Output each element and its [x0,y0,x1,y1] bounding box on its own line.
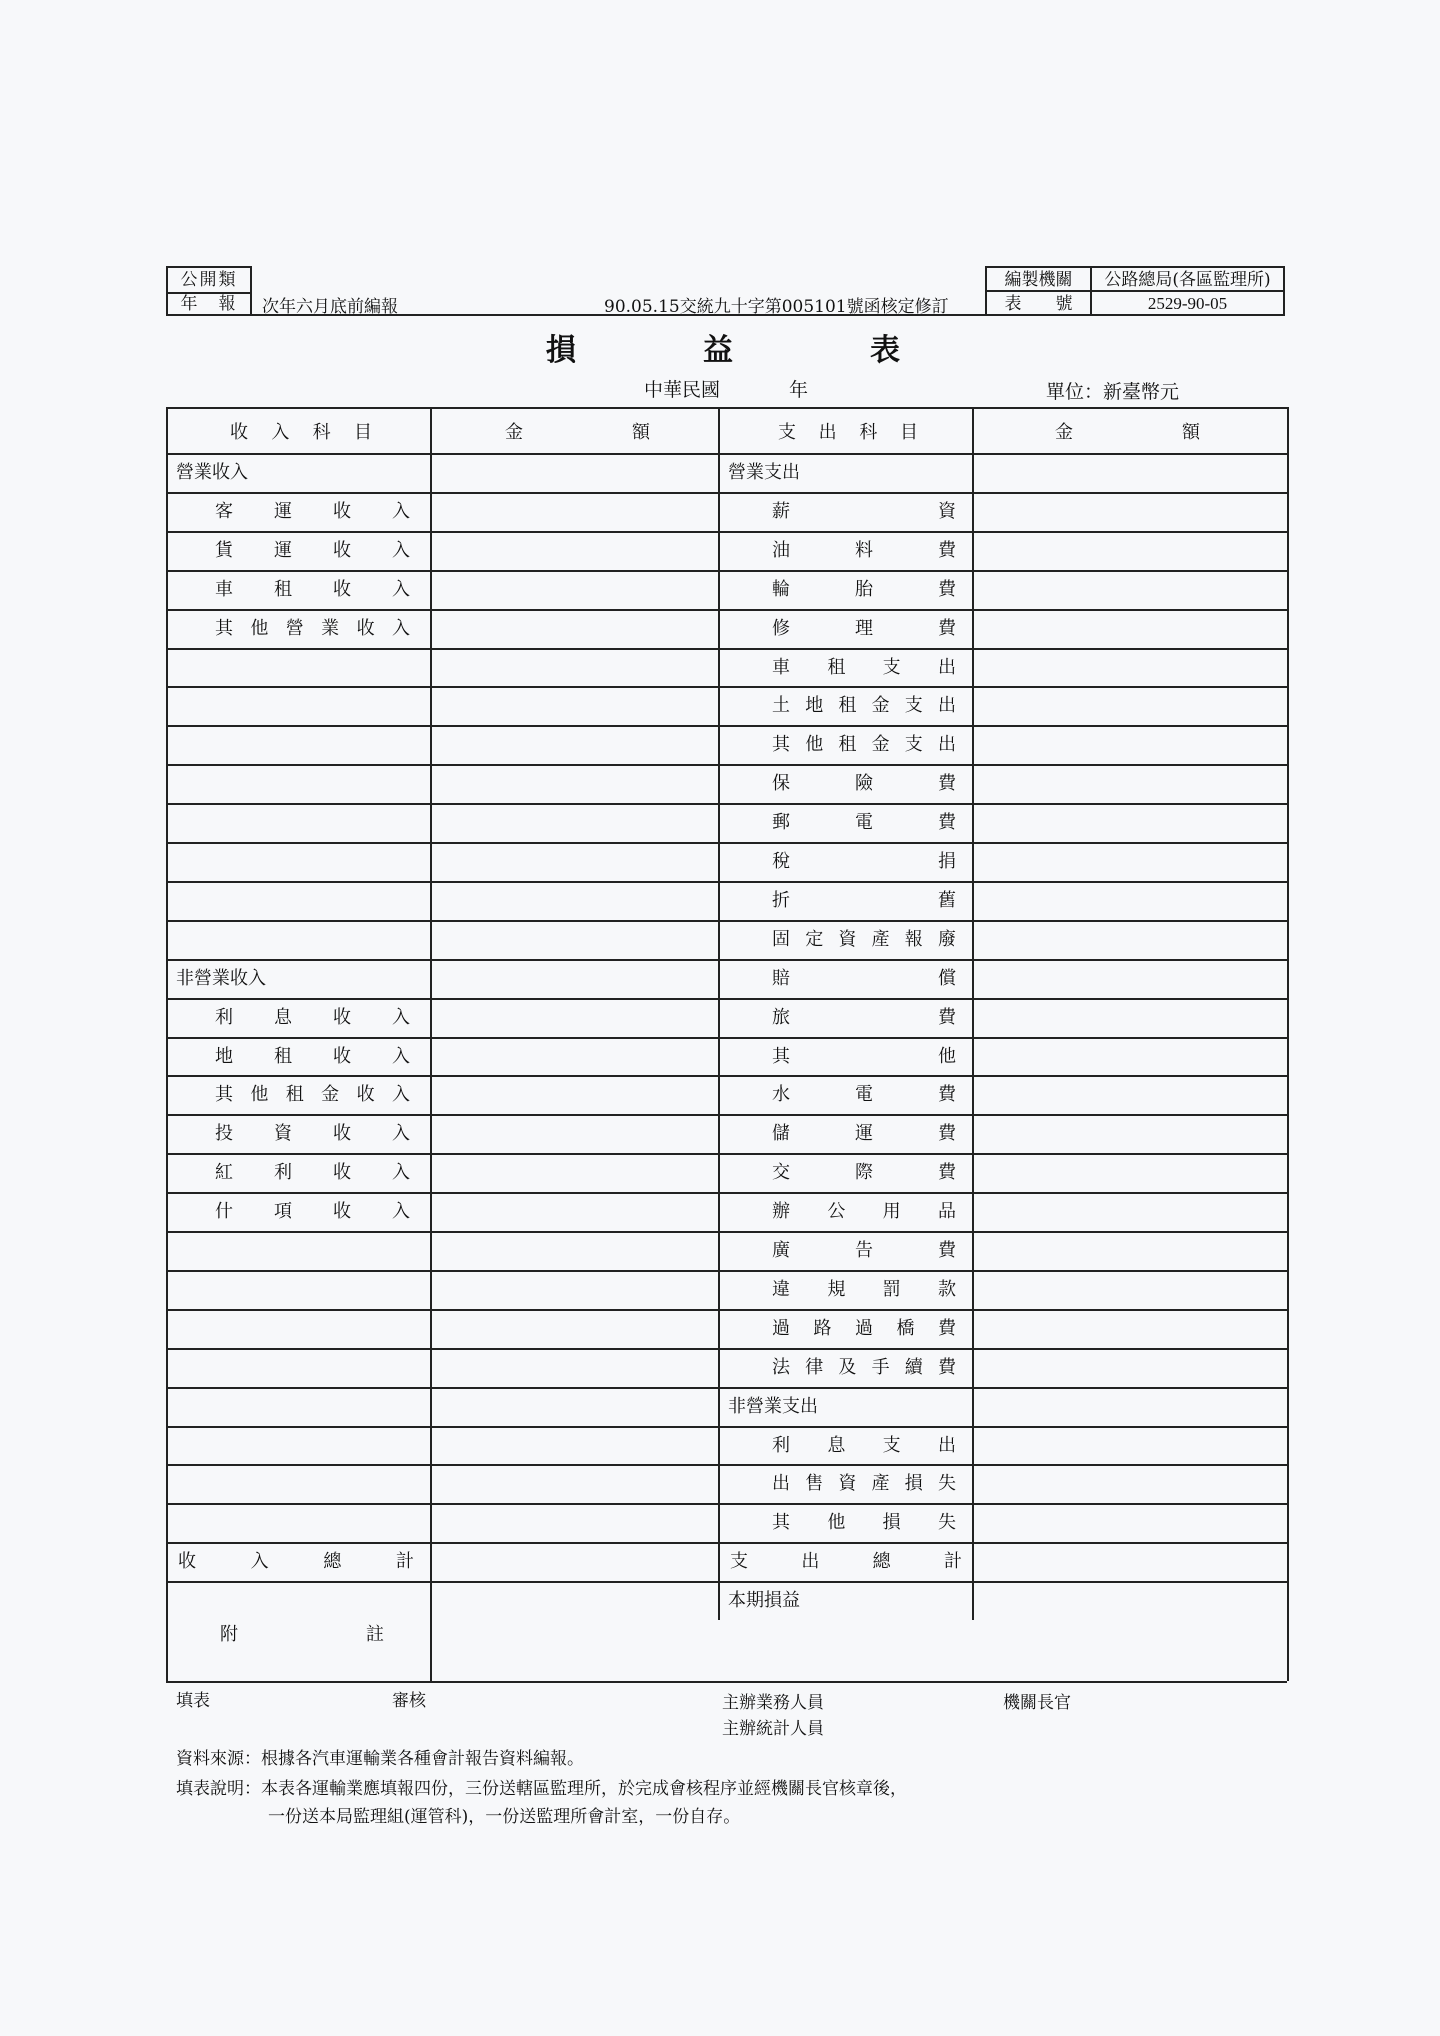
expense-item [772,891,956,911]
expense-item [772,502,956,522]
income-item-char: 收 [333,539,351,561]
income-item-char: 入 [392,1123,410,1145]
income-item [215,580,410,600]
expense-item [772,1202,956,1222]
income-item-char: 收 [333,500,351,522]
notes-label [220,1625,384,1645]
table-row-border [166,686,1287,688]
header-expense-item [778,423,918,443]
expense-item-char: 費 [938,1006,956,1028]
expense-item-char: 出 [772,1473,790,1495]
filler-label: 填表 [176,1691,210,1711]
period-label: 中華民國 [644,379,721,401]
expense-item [772,658,956,678]
notes-label-char: 註 [366,1624,384,1646]
table-row-border [166,570,1287,572]
table-row-border [166,764,1287,766]
expense-item-char: 路 [813,1317,832,1339]
expense-item-char: 費 [937,1356,956,1378]
table-row-border [166,1231,1287,1233]
income-section-label: 非營業收入 [176,967,266,989]
expense-item [772,1280,956,1300]
unit-label: 單位：新臺幣元 [1046,381,1180,403]
income-total-label-char: 收 [178,1551,196,1573]
income-item-char: 收 [333,1162,351,1184]
expense-item-char: 其 [772,1512,790,1534]
income-item-char: 收 [356,617,375,639]
income-item-char: 項 [274,1201,292,1223]
table-row-border [166,1153,1287,1155]
expense-item-char: 資 [838,1473,857,1495]
income-item [215,1124,410,1144]
header-income-item-char: 科 [312,422,331,443]
income-item-char: 入 [392,1162,410,1184]
expense-item-char: 地 [805,695,824,717]
expense-item-char: 金 [871,734,890,756]
category-label: 公開類 [168,268,250,294]
expense-item-char: 輪 [772,578,790,600]
expense-item [772,969,956,989]
income-item [215,1202,410,1222]
expense-item-char: 費 [938,773,956,795]
expense-item-char: 及 [838,1356,857,1378]
income-total-label-char: 總 [323,1551,342,1573]
expense-item-char: 他 [805,734,824,756]
income-item-char: 入 [392,1201,410,1223]
table-header-border [166,453,1287,455]
expense-item-char: 保 [772,773,790,795]
income-item-char: 息 [274,1006,292,1028]
expense-item-char: 賠 [772,967,790,989]
expense-item-char: 費 [938,1162,956,1184]
table-row-border [166,1503,1287,1505]
statistics-officer-label: 主辦統計人員 [722,1719,824,1739]
table-column-border [1287,407,1289,1681]
income-item-char: 金 [321,1084,340,1106]
header-amount-2 [1055,423,1200,443]
expense-item-char: 胎 [855,578,873,600]
expense-item-char: 油 [772,539,790,561]
expense-item [772,541,956,561]
expense-item-char: 捐 [938,851,956,872]
income-item-char: 地 [215,1045,233,1067]
expense-item-char: 租 [827,656,846,678]
expense-item-char: 金 [871,695,890,717]
expense-item-char: 橋 [896,1317,915,1339]
expense-section-label: 非營業支出 [728,1395,818,1417]
table-row-border [166,1270,1287,1272]
income-item-char: 入 [391,1084,410,1106]
header-income-item [230,423,372,443]
approval-reference: 90.05.15交統九十字第005101號函核定修訂 [604,297,949,317]
expense-item-char: 稅 [772,851,790,872]
income-item-char: 其 [215,617,233,639]
expense-item-char: 他 [827,1512,846,1534]
expense-item [772,1124,956,1144]
income-item [215,502,410,522]
expense-item-char: 租 [838,695,857,717]
table-column-border [166,407,168,1681]
expense-item-char: 旅 [772,1006,790,1028]
header-expense-item-char: 目 [899,422,918,443]
expense-item-char: 費 [938,578,956,600]
header-category-box [166,266,252,316]
table-row-border [166,959,1287,961]
income-item-char: 什 [215,1201,233,1223]
notes-label-char: 附 [220,1624,238,1646]
income-item-char: 貨 [215,539,233,561]
expense-item-char: 支 [904,734,923,756]
income-item-char: 租 [285,1084,304,1106]
expense-item-char: 出 [937,656,956,678]
header-expense-item-char: 出 [818,422,837,443]
table-row-border [166,1387,1287,1389]
income-section-label: 營業收入 [176,462,248,483]
income-item-char: 入 [392,1045,410,1067]
expense-item-char: 運 [855,1123,873,1145]
table-row-border [166,531,1287,533]
expense-item-char: 其 [772,1045,790,1067]
expense-item-char: 償 [938,967,956,989]
expense-item-char: 費 [938,1123,956,1145]
table-row-border [166,803,1287,805]
table-column-border [430,407,432,1681]
expense-item-char: 失 [937,1512,956,1534]
table-row-border [166,1581,1287,1583]
form-number-label: 表 號 [987,292,1092,316]
expense-item-char: 水 [772,1084,790,1106]
expense-item-char: 際 [855,1162,873,1184]
expense-item-char: 費 [938,1317,956,1339]
expense-item-char: 電 [855,812,873,834]
header-income-item-char: 目 [353,422,372,443]
income-item-char: 車 [215,578,233,600]
table-row-border [166,1348,1287,1350]
expense-item-char: 產 [871,928,890,950]
expense-item [772,735,956,755]
expense-item-char: 公 [827,1201,846,1223]
instructions-note-line1: 填表說明：本表各運輸業應填報四份，三份送轄區監理所，於完成會核程序並經機關長官核章後， [176,1779,907,1799]
expense-item-char: 土 [772,695,790,717]
expense-item-char: 固 [772,928,790,950]
income-item-char: 收 [333,1123,351,1145]
title-char-3: 表 [870,333,900,368]
expense-item [772,1163,956,1183]
income-item-char: 租 [274,1045,292,1067]
expense-item [772,1513,956,1533]
expense-section-label: 營業支出 [728,462,800,483]
income-item-char: 投 [215,1123,233,1145]
expense-item [772,930,956,950]
expense-total-label-char: 總 [872,1551,891,1573]
expense-item-char: 法 [772,1356,790,1378]
income-item-char: 紅 [215,1162,233,1184]
expense-item-char: 手 [871,1356,890,1378]
table-row-border [166,920,1287,922]
instructions-note-line2: 一份送本局監理組(運管科)，一份送監理所會計室，一份自存。 [268,1807,741,1827]
table-row-border [166,609,1287,611]
expense-item-char: 理 [855,617,873,639]
expense-total-label-char: 出 [801,1551,820,1573]
expense-item [772,852,956,872]
agency-head-label: 機關長官 [1003,1693,1071,1713]
table-row-border [166,1464,1287,1466]
expense-item-char: 電 [855,1084,873,1106]
expense-item [772,619,956,639]
table-row-border [166,1192,1287,1194]
expense-item-char: 折 [772,889,790,911]
income-item-char: 入 [392,539,410,561]
expense-item-char: 失 [937,1473,956,1495]
table-row-border [166,842,1287,844]
table-row-border [166,1309,1287,1311]
table-column-border [718,407,720,1620]
expense-item-char: 過 [772,1317,790,1339]
expense-item-char: 費 [938,1084,956,1106]
expense-item [772,1008,956,1028]
expense-item-char: 產 [871,1473,890,1495]
income-total-label-char: 入 [250,1551,269,1573]
expense-item-char: 支 [882,1434,901,1456]
income-item-char: 他 [250,1084,269,1106]
expense-item [772,1085,956,1105]
expense-item-char: 辦 [772,1201,790,1223]
expense-item-char: 違 [772,1278,790,1300]
table-column-border [972,407,974,1620]
income-item-char: 入 [392,1006,410,1028]
income-item-char: 入 [392,500,410,522]
expense-item-char: 料 [855,539,873,561]
expense-item-char: 費 [938,1240,956,1261]
income-item-char: 他 [250,617,269,639]
expense-item-char: 出 [937,1434,956,1456]
agency-value: 公路總局(各區監理所) [1092,268,1283,292]
expense-item-char: 薪 [772,500,790,522]
expense-item-char: 過 [855,1317,873,1339]
income-item-char: 其 [215,1084,233,1106]
income-item [215,1163,410,1183]
expense-total-label-char: 支 [730,1551,748,1573]
expense-item [772,1241,956,1261]
header-income-item-char: 入 [271,422,290,443]
expense-item [772,580,956,600]
data-source-note: 資料來源：根據各汽車運輸業各種會計報告資料編報。 [176,1749,584,1769]
expense-item-char: 出 [937,734,956,756]
expense-section-label: 本期損益 [728,1590,800,1612]
table-row-border [166,1037,1287,1039]
expense-item-char: 修 [772,617,790,639]
expense-item-char: 廣 [772,1240,790,1261]
expense-item [772,1047,956,1067]
business-officer-label: 主辦業務人員 [722,1693,824,1713]
expense-item-char: 車 [772,656,790,678]
header-amount-2-char: 金 [1055,422,1073,443]
header-income-item-char: 收 [230,422,248,443]
agency-label: 編製機關 [987,268,1092,292]
income-item-char: 業 [321,617,340,639]
expense-item-char: 租 [838,734,857,756]
expense-item [772,1474,956,1494]
expense-item-char: 損 [882,1512,901,1534]
expense-item-char: 告 [855,1240,873,1261]
header-expense-item-char: 科 [859,422,878,443]
expense-item [772,774,956,794]
income-item [215,1085,410,1105]
expense-item-char: 支 [882,656,901,678]
expense-item-char: 儲 [772,1123,790,1145]
income-item-char: 營 [285,617,304,639]
income-item-char: 入 [391,617,410,639]
income-item-char: 入 [392,578,410,600]
expense-item-char: 其 [772,734,790,756]
expense-item [772,1319,956,1339]
income-item-char: 租 [274,578,292,600]
expense-item-char: 規 [827,1278,846,1300]
expense-item-char: 險 [855,773,873,795]
income-item [215,541,410,561]
income-item-char: 收 [333,1045,351,1067]
header-expense-item-char: 支 [778,422,796,443]
expense-item-char: 律 [805,1356,824,1378]
title-char-2: 益 [703,333,733,368]
expense-item-char: 定 [805,928,824,950]
period-year-label: 年 [789,379,809,401]
expense-item [772,1436,956,1456]
expense-item-char: 舊 [938,889,956,911]
title-char-1: 損 [546,333,576,368]
expense-item-char: 用 [882,1201,901,1223]
expense-item-char: 出 [937,695,956,717]
table-row-border [166,881,1287,883]
report-type-label: 年 報 [180,294,238,314]
header-amount-1-char: 額 [632,422,650,443]
table-row-border [166,1075,1287,1077]
table-top-border [166,407,1287,409]
expense-item-char: 費 [938,617,956,639]
table-row-border [166,725,1287,727]
expense-item-char: 資 [838,928,857,950]
income-item-char: 收 [333,578,351,600]
income-item-char: 運 [274,539,292,561]
expense-item-char: 廢 [937,928,956,950]
income-item-char: 資 [274,1123,292,1145]
income-item [215,1047,410,1067]
income-total-label-char: 計 [395,1551,414,1573]
table-row-border [166,492,1287,494]
header-amount-1 [505,423,650,443]
income-item [215,619,410,639]
income-total-label [178,1552,414,1572]
expense-item-char: 報 [904,928,923,950]
expense-item-char: 費 [938,812,956,834]
expense-item-char: 郵 [772,812,790,834]
expense-total-label [730,1552,962,1572]
reviewer-label: 審核 [392,1691,426,1711]
income-item [215,1008,410,1028]
expense-item-char: 支 [904,695,923,717]
expense-item-char: 續 [904,1356,923,1378]
header-agency-box [985,266,1285,316]
expense-item-char: 交 [772,1162,790,1184]
expense-item [772,813,956,833]
header-amount-1-char: 金 [505,422,523,443]
expense-item-char: 款 [937,1278,956,1300]
income-item-char: 收 [356,1084,375,1106]
header-amount-2-char: 額 [1182,422,1200,443]
form-number-value: 2529-90-05 [1147,294,1228,313]
expense-item-char: 息 [827,1434,846,1456]
table-row-border [166,998,1287,1000]
income-item-char: 運 [274,500,292,522]
expense-item-char: 他 [938,1045,956,1067]
expense-item-char: 罰 [882,1278,901,1300]
expense-item [772,1358,956,1378]
expense-item-char: 資 [938,500,956,522]
income-item-char: 收 [333,1006,351,1028]
expense-item-char: 售 [805,1473,824,1495]
table-row-border [166,1426,1287,1428]
income-item-char: 收 [333,1201,351,1223]
table-row-border [166,648,1287,650]
expense-item-char: 利 [772,1434,790,1456]
expense-item [772,696,956,716]
table-row-border [166,1114,1287,1116]
table-row-border [166,1542,1287,1544]
expense-item-char: 費 [938,539,956,561]
table-bottom-border [166,1681,1287,1683]
expense-item-char: 損 [904,1473,923,1495]
income-item-char: 利 [274,1162,292,1184]
expense-item-char: 品 [937,1201,956,1223]
expense-total-label-char: 計 [943,1551,962,1573]
income-item-char: 客 [215,500,233,522]
deadline-note: 次年六月底前編報 [262,297,398,317]
income-item-char: 利 [215,1006,233,1028]
